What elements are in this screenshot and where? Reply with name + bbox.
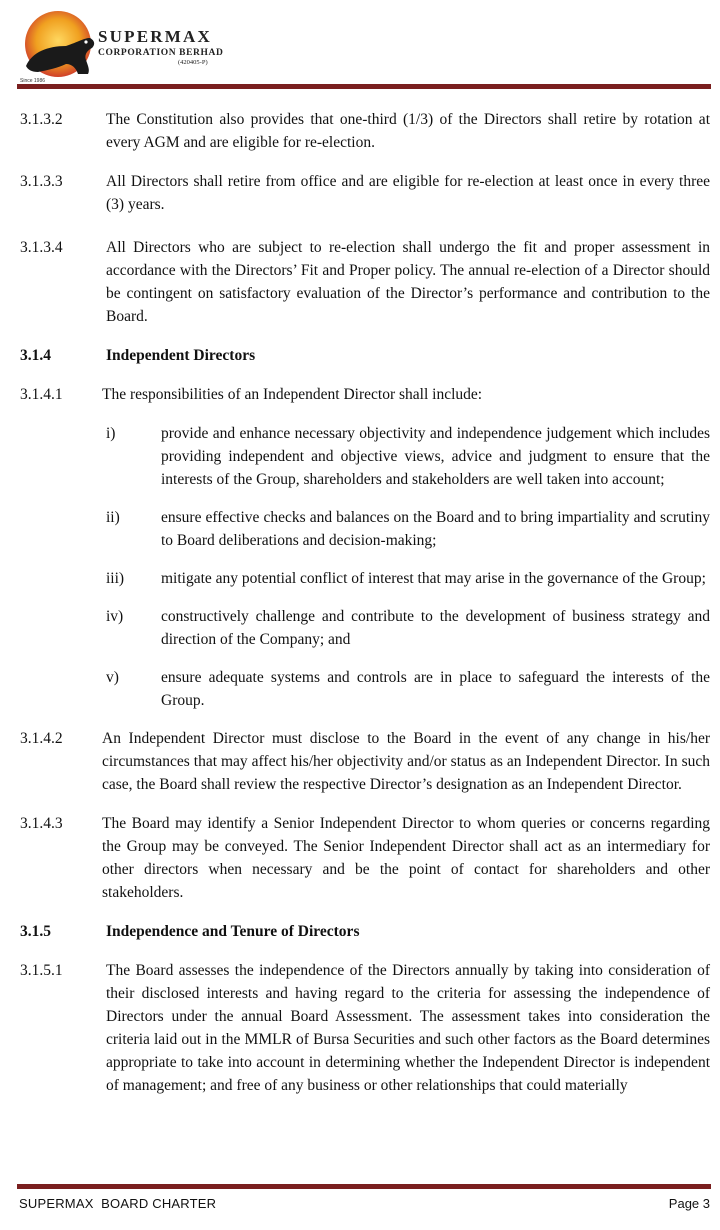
section-heading (0, 344, 720, 367)
footer-divider (17, 1184, 711, 1189)
clause-text: An Independent Director must disclose to the Board in the event of any change in his/her circumstances that may affect his/her objectivity and/or status as an Independent Director. In such case, the Board shall review the respective Director’s designation as an Independent Director. (102, 730, 710, 793)
company-reg: (420405-P) (178, 59, 208, 66)
clause-text: The Board assesses the independence of the Directors annually by taking into consideration of their disclosed interests and having regard to the criteria for assessing the independence of Directors under the annual Board Assessment. The assessment takes into consideration the criteria laid out in the MMLR of Bursa Securities and such other factors as the Board determines appropriate to take into account in determining whether the Independent Director is independent of management; and free of any business or other relationships that could materially (106, 962, 710, 1094)
heading-title: Independence and Tenure of Directors (106, 923, 360, 940)
clause (0, 383, 720, 406)
clause-number: 3.1.3.2 (20, 111, 63, 128)
list-marker: v) (106, 669, 119, 686)
list-marker: ii) (106, 509, 120, 526)
since-label: Since 1986 (20, 78, 46, 84)
list-item-text: ensure effective checks and balances on the Board and to bring impartiality and scrutiny to Board deliberations and decision-making; (161, 509, 710, 549)
list-item-text: mitigate any potential conflict of interest that may arise in the governance of the Group; (161, 570, 706, 587)
list-item-text: provide and enhance necessary objectivity and independence judgement which includes providing independent and objective views, advice and judgment to ensure that the interests of the Group, shareholders and stakeholders are well taken into account; (161, 425, 710, 488)
list-item (0, 567, 720, 590)
clause (0, 170, 720, 216)
clause-text: The Board may identify a Senior Independent Director to whom queries or concerns regarding the Group may be conveyed. The Senior Independent Director shall act as an intermediary for other directors when necessary and be the point of contact for shareholders and other stakeholders. (102, 815, 710, 901)
company-name: SUPERMAX (98, 27, 212, 46)
footer-title: SUPERMAX BOARD CHARTER (19, 1196, 217, 1211)
clause-number: 3.1.4.3 (20, 815, 63, 832)
clause-number: 3.1.4.2 (20, 730, 63, 747)
heading-title: Independent Directors (106, 347, 256, 364)
document-body (0, 108, 720, 1113)
heading-number: 3.1.4 (20, 347, 51, 364)
clause (0, 812, 720, 904)
clause-text: All Directors shall retire from office and are eligible for re-election at least once in every three (3) years. (106, 173, 710, 213)
clause (0, 959, 720, 1097)
list-marker: iii) (106, 570, 125, 587)
list-item-text: constructively challenge and contribute to the development of business strategy and direction of the Company; and (161, 608, 710, 648)
header-divider (17, 84, 711, 89)
supermax-logo (18, 8, 248, 84)
clause-text: All Directors who are subject to re-election shall undergo the fit and proper assessment in accordance with the Directors’ Fit and Proper policy. The annual re-election of a Director should be contingent on satisfactory evaluation of the Director’s performance and contribution to the Board. (106, 239, 710, 325)
page-header (0, 0, 720, 95)
clause-number: 3.1.4.1 (20, 386, 63, 403)
list-marker: iv) (106, 608, 124, 625)
page-number: Page 3 (668, 1196, 710, 1211)
list-item-text: ensure adequate systems and controls are in place to safeguard the interests of the Group. (161, 669, 710, 709)
clause-text: The Constitution also provides that one-third (1/3) of the Directors shall retire by rotation at every AGM and are eligible for re-election. (106, 111, 710, 151)
clause-number: 3.1.3.4 (20, 239, 63, 256)
clause-number: 3.1.3.3 (20, 173, 63, 190)
heading-number: 3.1.5 (20, 923, 51, 940)
list-item (0, 506, 720, 552)
clause (0, 108, 720, 154)
section-heading (0, 920, 720, 943)
clause (0, 236, 720, 328)
clause-number: 3.1.5.1 (20, 962, 63, 979)
list-item (0, 605, 720, 651)
list-marker: i) (106, 425, 116, 442)
clause-text: The responsibilities of an Independent Director shall include: (102, 386, 483, 403)
list-item (0, 422, 720, 491)
company-subtitle: CORPORATION BERHAD (98, 48, 224, 58)
list-item (0, 666, 720, 712)
clause (0, 727, 720, 796)
